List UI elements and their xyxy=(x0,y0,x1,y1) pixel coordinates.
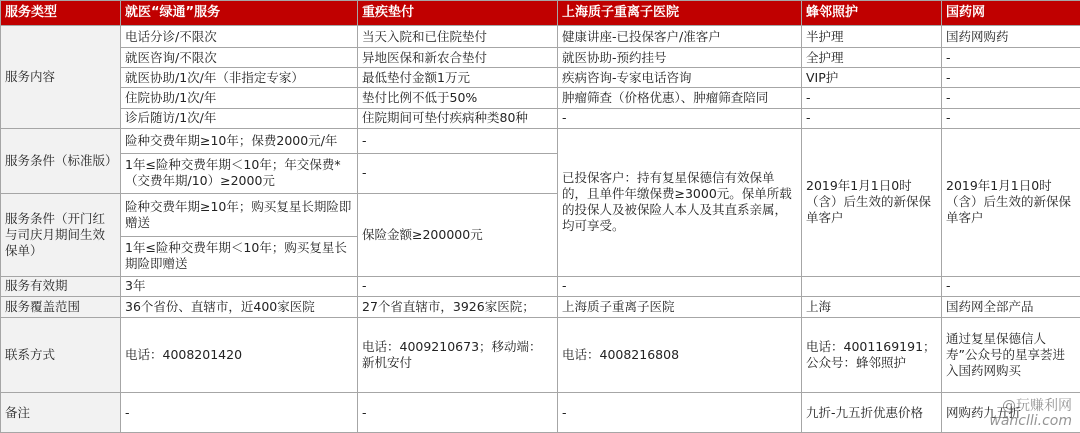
cell-proton-condition: 已投保客户：持有复星保德信有效保单的，且单件年缴保费≥3000元。保单所载的投保人及被保险人本人及其直系亲属，均可享受。 xyxy=(558,128,802,276)
cell-proton-4: 肿瘤筛查（价格优惠）、肿瘤筛查陪同 xyxy=(558,88,802,109)
cell-coverage-guoyao: 国药网全部产品 xyxy=(942,296,1080,317)
cell-proton-3: 疾病咨询-专家电话咨询 xyxy=(558,68,802,88)
cell-fenglin-2: 全护理 xyxy=(802,48,942,68)
table-row xyxy=(1,393,1080,433)
cell-guoyao-condition: 2019年1月1日0时（含）后生效的新保保单客户 xyxy=(942,128,1080,276)
row-label-standard: 服务条件（标准版） xyxy=(1,128,121,193)
row-label-validity: 服务有效期 xyxy=(1,276,121,296)
cell-fenglin-condition: 2019年1月1日0时（含）后生效的新保保单客户 xyxy=(802,128,942,276)
cell-remark-fenglin: 九折-九五折优惠价格 xyxy=(802,393,942,433)
cell-coverage-advance: 27个省直辖市，3926家医院； xyxy=(358,296,558,317)
cell-promo-1: 险种交费年期≥10年；购买复星长期险即赠送 xyxy=(121,193,358,236)
cell-green-2: 就医咨询/不限次 xyxy=(121,48,358,68)
table-row xyxy=(1,276,1080,296)
table-row xyxy=(1,108,1080,128)
table-row xyxy=(1,317,1080,392)
table-row xyxy=(1,48,1080,68)
cell-green-5: 诊后随访/1次/年 xyxy=(121,108,358,128)
cell-valid-advance: - xyxy=(358,276,558,296)
cell-remark-green: - xyxy=(121,393,358,433)
cell-guoyao-2: - xyxy=(942,48,1080,68)
cell-contact-proton: 电话：4008216808 xyxy=(558,317,802,392)
header-fenglin-care: 蜂邻照护 xyxy=(802,1,942,26)
header-critical-advance: 重疾垫付 xyxy=(358,1,558,26)
cell-contact-green: 电话：4008201420 xyxy=(121,317,358,392)
cell-std-advance-1: - xyxy=(358,128,558,153)
cell-valid-green: 3年 xyxy=(121,276,358,296)
watermark xyxy=(989,399,1072,429)
cell-advance-1: 当天入院和已住院垫付 xyxy=(358,26,558,48)
cell-guoyao-3: - xyxy=(942,68,1080,88)
table-row xyxy=(1,26,1080,48)
header-proton-hospital: 上海质子重离子医院 xyxy=(558,1,802,26)
cell-std-2: 1年≤险种交费年期＜10年；年交保费*（交费年期/10）≥2000元 xyxy=(121,154,358,194)
cell-remark-proton: - xyxy=(558,393,802,433)
cell-advance-3: 最低垫付金额1万元 xyxy=(358,68,558,88)
cell-green-1: 电话分诊/不限次 xyxy=(121,26,358,48)
cell-fenglin-5: - xyxy=(802,108,942,128)
watermark-name: @玩赚利网 xyxy=(1002,398,1072,414)
cell-promo-2: 1年≤险种交费年期＜10年；购买复星长期险即赠送 xyxy=(121,236,358,276)
cell-fenglin-1: 半护理 xyxy=(802,26,942,48)
cell-coverage-green: 36个省份、直辖市，近400家医院 xyxy=(121,296,358,317)
cell-fenglin-4: - xyxy=(802,88,942,109)
cell-green-4: 住院协助/1次/年 xyxy=(121,88,358,109)
header-row xyxy=(1,1,1080,26)
cell-guoyao-4: - xyxy=(942,88,1080,109)
cell-green-3: 就医协助/1次/年（非指定专家） xyxy=(121,68,358,88)
cell-remark-advance: - xyxy=(358,393,558,433)
table-row xyxy=(1,296,1080,317)
cell-valid-fenglin xyxy=(802,276,942,296)
watermark-site: wanclli.com xyxy=(989,413,1072,429)
cell-proton-1: 健康讲座-已投保客户/准客户 xyxy=(558,26,802,48)
cell-promo-advance: 保险金额≥200000元 xyxy=(358,193,558,276)
row-label-content: 服务内容 xyxy=(1,26,121,129)
cell-coverage-proton: 上海质子重离子医院 xyxy=(558,296,802,317)
cell-valid-guoyao: - xyxy=(942,276,1080,296)
cell-advance-2: 异地医保和新农合垫付 xyxy=(358,48,558,68)
header-guoyao: 国药网 xyxy=(942,1,1080,26)
table-row xyxy=(1,88,1080,109)
cell-remark-guoyao: 网购药九五折 xyxy=(942,393,1080,433)
cell-contact-fenglin: 电话：4001169191；公众号：蜂邻照护 xyxy=(802,317,942,392)
header-service-type: 服务类型 xyxy=(1,1,121,26)
cell-guoyao-1: 国药网购药 xyxy=(942,26,1080,48)
cell-guoyao-5: - xyxy=(942,108,1080,128)
cell-fenglin-3: VIP护 xyxy=(802,68,942,88)
row-label-coverage: 服务覆盖范围 xyxy=(1,296,121,317)
table-row xyxy=(1,128,1080,153)
row-label-promo: 服务条件（开门红与司庆月期间生效保单） xyxy=(1,193,121,276)
cell-proton-5: - xyxy=(558,108,802,128)
cell-proton-2: 就医协助-预约挂号 xyxy=(558,48,802,68)
cell-contact-guoyao: 通过复星保德信人寿”公众号的星享荟进入国药网购买 xyxy=(942,317,1080,392)
cell-coverage-fenglin: 上海 xyxy=(802,296,942,317)
header-green-channel: 就医“绿通”服务 xyxy=(121,1,358,26)
cell-advance-4: 垫付比例不低于50% xyxy=(358,88,558,109)
cell-contact-advance: 电话：4009210673；移动端：新机安付 xyxy=(358,317,558,392)
cell-std-1: 险种交费年期≥10年；保费2000元/年 xyxy=(121,128,358,153)
cell-advance-5: 住院期间可垫付疾病种类80种 xyxy=(358,108,558,128)
table-row xyxy=(1,68,1080,88)
row-label-remark: 备注 xyxy=(1,393,121,433)
cell-std-advance-2: - xyxy=(358,154,558,194)
row-label-contact: 联系方式 xyxy=(1,317,121,392)
cell-valid-proton: - xyxy=(558,276,802,296)
